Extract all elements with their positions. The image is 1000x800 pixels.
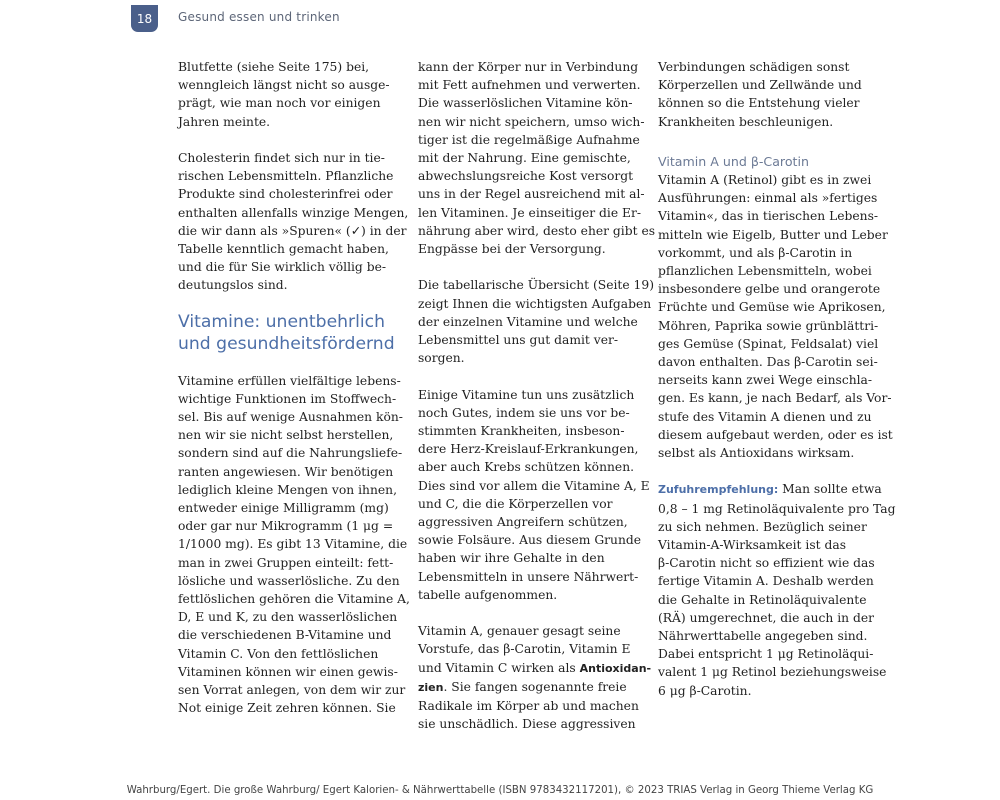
text-line: mitteln wie Eigelb, Butter und Leber (658, 227, 888, 242)
paragraph-zufuhrempfehlung (658, 480, 896, 699)
text-line: Ausführungen: einmal als »fertiges (658, 191, 878, 206)
text-line: sie unschädlich. Diese aggressiven (418, 717, 636, 732)
text-line (418, 678, 631, 697)
text-line: Lebensmitteln in unsere Nährwert- (418, 569, 639, 584)
text-line: kann der Körper nur in Verbindung (418, 60, 639, 74)
text-line: wenngleich längst nicht so ausge- (178, 78, 390, 93)
text-column-3 (658, 58, 896, 700)
text-line: insbesondere gelbe und orangerote (658, 282, 881, 297)
text-line: Einige Vitamine tun uns zusätzlich (418, 387, 635, 402)
text-line: stimmten Krankheiten, insbeson- (418, 424, 625, 439)
text-line: lediglich kleine Mengen von ihnen, (178, 482, 397, 497)
text-line: enthalten allenfalls winzige Mengen, (178, 205, 409, 220)
text-line: aber auch Krebs schützen können. (418, 460, 635, 475)
text-line: ges Gemüse (Spinat, Feldsalat) viel (658, 336, 879, 351)
text-line: davon enthalten. Das β-Carotin sei- (658, 355, 878, 370)
paragraph-blutfette (178, 58, 391, 131)
text-line: Vitamin C. Von den fettlöslichen (178, 646, 379, 661)
text-line: ranten angewiesen. Wir benötigen (178, 464, 394, 479)
paragraph-cholesterin (178, 149, 409, 295)
text-line: zu sich nehmen. Bezüglich seiner (658, 519, 867, 534)
paragraph-wasserloeslich (418, 58, 656, 258)
text-run: . Sie fangen sogenannte freie (443, 679, 627, 694)
text-line: Vitamin«, das in tierischen Lebens- (658, 209, 879, 224)
text-line: Die tabellarische Übersicht (Seite 19) (418, 278, 655, 293)
subheading-vitamin-a: Vitamin A und β-Carotin (658, 153, 809, 169)
text-line: Vitamin-A-Wirksamkeit ist das (658, 538, 847, 553)
text-line: Die wasserlöslichen Vitamine kön- (418, 96, 633, 111)
text-line: prägt, wie man noch vor einigen (178, 96, 381, 111)
text-run: und Vitamin C wirken als (418, 660, 580, 675)
text-line (658, 480, 882, 499)
text-line: abwechslungsreiche Kost versorgt (418, 169, 634, 184)
text-line: nährung aber wird, desto eher gibt es (418, 223, 656, 238)
text-line: deutungslos sind. (178, 278, 288, 293)
paragraph-vitamin-a (658, 171, 893, 462)
text-line: zeigt Ihnen die wichtigsten Aufgaben (418, 296, 652, 311)
text-line: Verbindungen schädigen sonst (658, 60, 850, 74)
recommendation-label: Zufuhrempfehlung: (658, 483, 779, 497)
text-line: Krankheiten beschleunigen. (658, 114, 834, 129)
text-line: sel. Bis auf wenige Ausnahmen kön- (178, 410, 403, 425)
text-line: mit Fett aufnehmen und verwerten. (418, 78, 641, 93)
text-line: man in zwei Gruppen einteilt: fett- (178, 555, 394, 570)
text-line (418, 659, 652, 678)
text-line: Früchte und Gemüse wie Aprikosen, (658, 300, 886, 315)
text-line: haben wir ihre Gehalte in den (418, 551, 605, 566)
heading-line: Vitamine: unentbehrlich (178, 311, 385, 332)
text-line: Not einige Zeit zehren können. Sie (178, 701, 396, 716)
text-line: Engpässe bei der Versorgung. (418, 242, 606, 257)
text-line: nerseits kann zwei Wege einschla- (658, 373, 873, 388)
text-line: 0,8 – 1 mg Retinoläquivalente pro Tag (658, 501, 896, 516)
text-line: aggressiven Angreifern schützen, (418, 515, 628, 530)
text-line: 6 μg β-Carotin. (658, 683, 752, 698)
text-line: nen wir nicht speichern, umso wich- (418, 114, 645, 129)
text-line: Lebensmittel uns gut damit ver- (418, 333, 619, 348)
term-antioxidanzien: Antioxidan- (579, 661, 652, 675)
text-line: der einzelnen Vitamine und welche (418, 314, 638, 329)
text-line: selbst als Antioxidans wirksam. (658, 446, 855, 461)
text-line: entweder einige Milligramm (mg) (178, 501, 389, 516)
text-line: (RÄ) umgerechnet, die auch in der (658, 610, 875, 625)
text-column-1 (178, 58, 410, 717)
text-line: und die für Sie wirklich völlig be- (178, 260, 387, 275)
text-line: Produkte sind cholesterinfrei oder (178, 187, 393, 202)
text-line: Tabelle kenntlich gemacht haben, (178, 242, 389, 257)
text-line: die wir dann als »Spuren« (✓) in der (178, 223, 407, 238)
text-line: wichtige Funktionen im Stoffwech- (178, 391, 397, 406)
text-line: fertige Vitamin A. Deshalb werden (658, 574, 874, 589)
text-line: noch Gutes, indem sie uns vor be- (418, 405, 630, 420)
term-antioxidanzien-cont: zien (418, 680, 444, 694)
text-line: sowie Folsäure. Aus diesem Grunde (418, 533, 642, 548)
text-line: sorgen. (418, 351, 465, 366)
paragraph-antioxidanzien (418, 622, 652, 733)
section-heading-vitamine (178, 311, 395, 355)
text-line: Vitamin A (Retinol) gibt es in zwei (658, 173, 872, 188)
text-line: Dies sind vor allem die Vitamine A, E (418, 478, 650, 493)
text-line: Vitaminen können wir einen gewis- (178, 664, 398, 679)
text-line: β-Carotin nicht so effizient wie das (658, 556, 875, 571)
text-line: dere Herz-Kreislauf-Erkrankungen, (418, 442, 639, 457)
text-line: oder gar nur Mikrogramm (1 μg = (178, 519, 394, 534)
text-line: pflanzlichen Lebensmitteln, wobei (658, 264, 872, 279)
text-line: Nährwerttabelle angegeben sind. (658, 629, 868, 644)
text-line: Vitamin A, genauer gesagt seine (418, 624, 621, 639)
text-line: fettlöslichen gehören die Vitamine A, (178, 592, 410, 607)
text-run: Man sollte etwa (778, 482, 882, 497)
text-line: tabelle aufgenommen. (418, 587, 558, 602)
paragraph-schutz (418, 386, 650, 604)
heading-line: und gesundheitsfördernd (178, 333, 395, 354)
text-line: die verschiedenen B-Vitamine und (178, 628, 392, 643)
text-line: valent 1 μg Retinol beziehungsweise (658, 665, 887, 680)
text-line: sondern sind auf die Nahrungsliefe- (178, 446, 403, 461)
text-line: Dabei entspricht 1 μg Retinoläqui- (658, 647, 874, 662)
running-title: Gesund essen und trinken (178, 10, 340, 24)
text-line: Vitamine erfüllen vielfältige lebens- (178, 373, 401, 388)
text-line: Radikale im Körper ab und machen (418, 699, 639, 714)
text-line: len Vitaminen. Je einseitiger die Er- (418, 205, 642, 220)
footer-citation: Wahrburg/Egert. Die große Wahrburg/ Egert Kalorien- & Nährwerttabelle (ISBN 9783432117201), © 2023 TRIAS Verlag in Georg Thieme Verlag KG (126, 785, 874, 796)
text-line: Cholesterin findet sich nur in tie- (178, 151, 385, 165)
text-column-2 (418, 58, 656, 733)
paragraph-uebersicht (418, 276, 655, 367)
text-line: 1/1000 mg). Es gibt 13 Vitamine, die (178, 537, 408, 552)
text-line: D, E und K, zu den wasserlöslichen (178, 610, 398, 625)
paragraph-vitamine-intro (178, 372, 410, 718)
text-line: stufe des Vitamin A dienen und zu (658, 409, 872, 424)
text-line: Jahren meinte. (178, 114, 271, 129)
text-line: diesem aufgebaut werden, oder es ist (658, 427, 893, 442)
paragraph-verbindungen (658, 58, 871, 131)
text-line: und C, die die Körperzellen vor (418, 496, 613, 511)
text-line: nen wir sie nicht selbst herstellen, (178, 428, 394, 443)
page-number: 18 (131, 5, 158, 32)
text-line: können so die Entstehung vieler (658, 96, 860, 111)
text-line: mit der Nahrung. Eine gemischte, (418, 151, 631, 166)
text-line: tiger ist die regelmäßige Aufnahme (418, 132, 640, 147)
text-line: die Gehalte in Retinoläquivalente (658, 592, 867, 607)
text-line: Möhren, Paprika sowie grünblättri- (658, 318, 879, 333)
text-line: Blutfette (siehe Seite 175) bei, (178, 60, 370, 74)
text-line: uns in der Regel ausreichend mit al- (418, 187, 645, 202)
text-line: Vorstufe, das β-Carotin, Vitamin E (418, 642, 631, 657)
text-line: vorkommt, und als β-Carotin in (658, 245, 853, 260)
text-line: sen Vorrat anlegen, von dem wir zur (178, 683, 406, 698)
text-line: rischen Lebensmitteln. Pflanzliche (178, 169, 394, 184)
text-line: gen. Es kann, je nach Bedarf, als Vor- (658, 391, 892, 406)
text-line: Körperzellen und Zellwände und (658, 78, 862, 93)
text-line: lösliche und wasserlösliche. Zu den (178, 573, 400, 588)
